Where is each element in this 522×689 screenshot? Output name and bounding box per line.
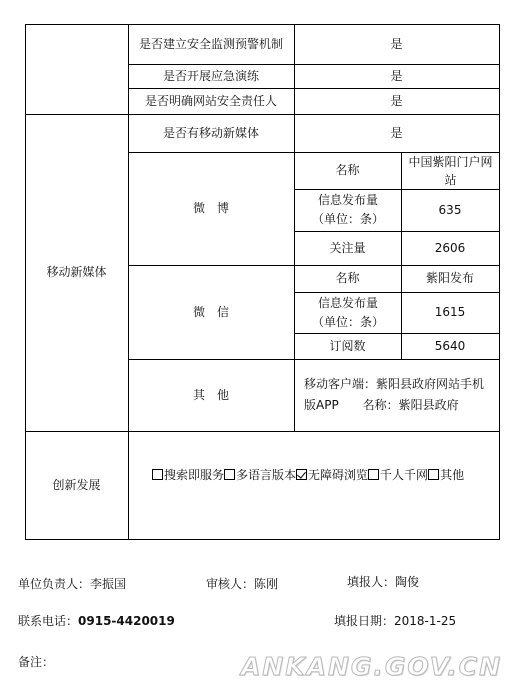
reviewer-label: 审核人： — [206, 577, 255, 591]
has-mobile-media-label: 是否有移动新媒体 — [162, 125, 259, 140]
weibo-followers-label: 关注量 — [329, 240, 366, 255]
security-officer-value: 是 — [390, 93, 403, 108]
mobile-media-section-label: 移动新媒体 — [46, 265, 107, 279]
weibo-name-value: 中国紫阳门户网站 — [408, 154, 493, 187]
weibo-name-label: 名称 — [335, 163, 360, 177]
security-monitoring-value: 是 — [390, 36, 403, 51]
report-date — [334, 612, 456, 629]
phone-value: 0915-4420019 — [78, 614, 175, 628]
wechat-label: 微 信 — [192, 304, 229, 319]
weibo-followers-value: 2606 — [434, 240, 466, 255]
emergency-drill-label: 是否开展应急演练 — [162, 68, 259, 83]
innovation-options — [152, 466, 497, 486]
filler-value: 陶俊 — [395, 575, 420, 589]
security-officer-label: 是否明确网站安全责任人 — [144, 93, 277, 108]
date-label: 填报日期： — [334, 614, 395, 628]
weibo-posts-label: 信息发布量（单位：条） — [311, 193, 384, 226]
security-monitoring-label: 是否建立安全监测预警机制 — [138, 36, 283, 51]
phone-label: 联系电话： — [18, 614, 79, 628]
checkbox-icon[interactable] — [368, 469, 379, 480]
checkbox-icon[interactable] — [428, 469, 439, 480]
wechat-subscribers-value: 5640 — [434, 338, 466, 353]
contact-phone — [18, 612, 175, 629]
option-multilingual[interactable]: 多语言版本 — [224, 468, 296, 482]
remarks — [18, 653, 54, 670]
wechat-posts-label: 信息发布量（单位：条） — [311, 295, 384, 329]
date-value: 2018-1-25 — [394, 614, 457, 628]
other-value: 移动客户端：紫阳县政府网站手机版APP 名称：紫阳县政府 — [304, 377, 485, 412]
weibo-label: 微 博 — [192, 201, 229, 215]
wechat-name-value: 紫阳发布 — [425, 271, 474, 285]
option-other[interactable]: 其他 — [428, 468, 464, 482]
innovation-label: 创新发展 — [52, 477, 101, 492]
wechat-subscribers-label: 订阅数 — [329, 338, 366, 353]
checkbox-icon[interactable] — [152, 469, 163, 480]
option-search-service[interactable]: 搜索即服务 — [152, 468, 224, 482]
weibo-posts-value: 635 — [438, 202, 462, 217]
unit-head-label: 单位负责人： — [18, 577, 91, 591]
site-watermark: ANKANG.GOV.CN — [240, 652, 502, 681]
option-accessibility[interactable]: 无障碍浏览 — [296, 468, 368, 482]
wechat-posts-value: 1615 — [434, 305, 466, 319]
wechat-name-label: 名称 — [335, 271, 360, 285]
reviewer-value: 陈刚 — [254, 577, 279, 591]
reviewer — [206, 575, 278, 592]
option-personalized[interactable]: 千人千网 — [368, 468, 428, 482]
checked-checkbox-icon[interactable] — [296, 469, 307, 480]
other-label: 其 他 — [192, 387, 229, 402]
unit-head — [18, 575, 126, 592]
filler-label: 填报人： — [347, 575, 396, 589]
checkbox-icon[interactable] — [224, 469, 235, 480]
has-mobile-media-value: 是 — [390, 125, 403, 140]
emergency-drill-value: 是 — [390, 68, 403, 83]
filler — [347, 573, 419, 590]
unit-head-value: 李振国 — [90, 577, 127, 591]
remarks-label: 备注： — [18, 655, 55, 669]
